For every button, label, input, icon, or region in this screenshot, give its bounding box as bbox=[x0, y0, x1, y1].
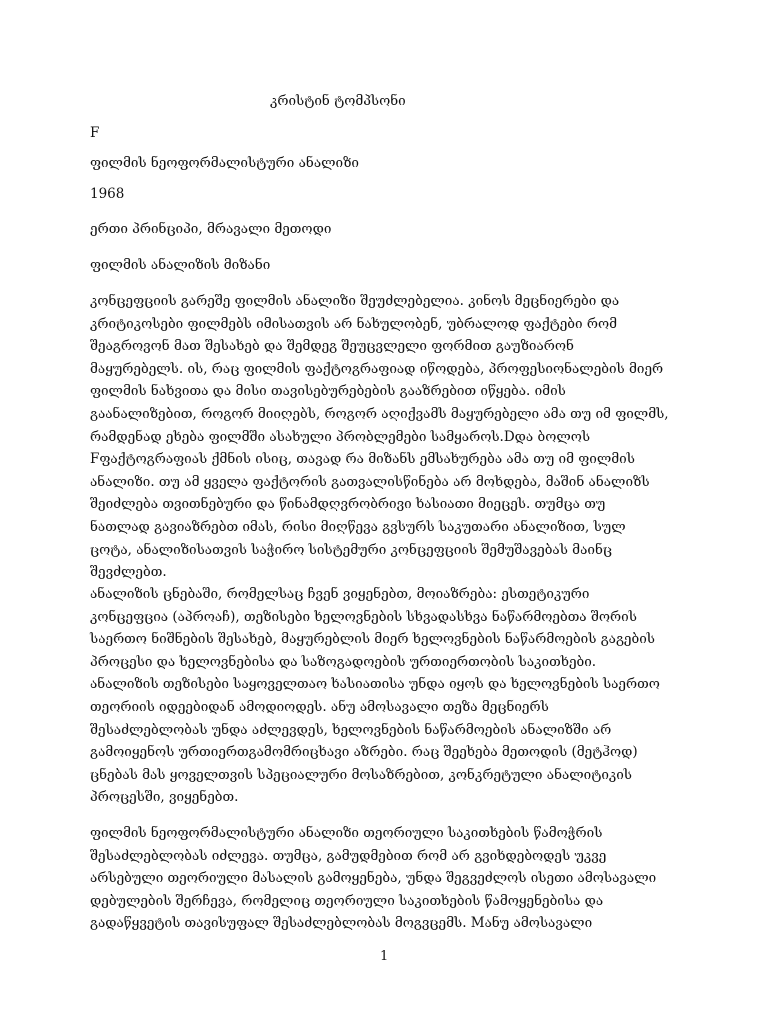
paragraph-line: პროცესი და ხელოვნებისა და საზოგადოების ურთიერთობის საკითხები. bbox=[90, 653, 597, 670]
paragraph-line: ანალიზი. თუ ამ ყველა ფაქტორის გათვალისწინება არ მოხდება, მაშინ ანალიზს bbox=[90, 473, 650, 490]
stray-letter: F bbox=[90, 125, 100, 141]
paragraph-line: შესაძლებლობას იძლევა. თუმცა, გამუდმებით რომ არ გვიხდებოდეს უკვე bbox=[90, 847, 607, 864]
paragraph-line: რამდენად ეხება ფილმში ასახული პრობლემები სამყაროს.Dდა ბოლოს bbox=[90, 428, 591, 445]
paragraph-line: ანალიზის ცნებაში, რომელსაც ჩვენ ვიყენებთ, მოიაზრება: ესთეტიკური bbox=[90, 586, 590, 602]
paragraph-line: კრიტიკოსები ფილმებს იმისათვის არ ნახულობენ, უბრალოდ ფაქტები რომ bbox=[90, 315, 617, 332]
paragraph-3 bbox=[90, 822, 690, 935]
paragraph-line: ცოტა, ანალიზისათვის საჭირო სისტემური კონცეფციის შემუშავებას მაინც bbox=[90, 541, 612, 558]
publication-year: 1968 bbox=[90, 186, 125, 202]
section-heading: ფილმის ანალიზის მიზანი bbox=[90, 257, 271, 273]
paragraph-line: Fფაქტოგრაფიას ქმნის ისიც, თავად რა მიზანს ემსახურება ამა თუ იმ ფილმის bbox=[90, 451, 635, 468]
paragraph-line: ანალიზის თეზისები საყოველთაო ხასიათისა უნდა იყოს და ხელოვნების საერთო bbox=[90, 676, 660, 693]
paragraph-line: საერთო ნიშნების შესახებ, მაყურებლის მიერ ხელოვნების ნაწარმოების გაგების bbox=[90, 631, 655, 648]
paragraph-line: შეაგროვონ მათ შესახებ და შემდეგ შეუცვლელი ფორმით გაუზიარონ bbox=[90, 338, 574, 355]
document-subtitle: ერთი პრინციპი, მრავალი მეთოდი bbox=[90, 221, 332, 237]
paragraph-line: არსებული თეორიული მასალის გამოყენება, უნდა შეგვეძლოს ისეთი ამოსავალი bbox=[90, 870, 657, 887]
author-name: კრისტინ ტომპსონი bbox=[270, 93, 406, 109]
paragraph-line: გადაწყვეტის თავისუფალ შესაძლებლობას მოგვცემს. Mანუ ამოსავალი bbox=[90, 915, 593, 932]
paragraph-line: შესაძლებლობას უნდა აძლევდეს, ხელოვნების ნაწარმოების ანალიზში არ bbox=[90, 721, 612, 738]
paragraph-line: გამოიყენოს ურთიერთგამომრიცხავი აზრები. რაც შეეხება მეთოდის (მეტჰოდ) bbox=[90, 744, 638, 761]
paragraph-line: თეორიის იდეებიდან ამოდიოდეს. ანუ ამოსავალი თეზა მეცნიერს bbox=[90, 698, 549, 715]
paragraph-line: კონცეფცია (აპროაჩ), თეზისები ხელოვნების სხვადასხვა ნაწარმოებთა შორის bbox=[90, 608, 637, 625]
paragraph-line: ნათლად გავიაზრებთ იმას, რისი მიღწევა გვსურს საკუთარი ანალიზით, სულ bbox=[90, 518, 626, 535]
paragraph-line: პროცესში, ვიყენებთ. bbox=[90, 789, 239, 806]
paragraph-line: ცნებას მას ყოველთვის სპეციალური მოსაზრებით, კონკრეტული ანალიტიკის bbox=[90, 766, 632, 783]
paragraph-line: შევძლებთ. bbox=[90, 564, 167, 581]
paragraph-line: ფილმის ნახვითა და მისი თავისებურებების გააზრებით იწყება. იმის bbox=[90, 383, 566, 400]
page-number: 1 bbox=[380, 949, 389, 964]
paragraph-line: ფილმის ნეოფორმალისტური ანალიზი თეორიული საკითხების წამოჭრის bbox=[90, 825, 603, 841]
paragraph-line: დებულების შერჩევა, რომელიც თეორიული საკითხების წამოყენებისა და bbox=[90, 892, 604, 909]
paragraph-line: მაყურებელს. ის, რაც ფილმის ფაქტოგრაფიად იწოდება, პროფესიონალების მიერ bbox=[90, 360, 664, 377]
paragraph-line: შეიძლება თვითნებური და წინამდღვრობრივი ხასიათი მიეცეს. თუმცა თუ bbox=[90, 496, 606, 513]
paragraph-line: კონცეფციის გარეშე ფილმის ანალიზი შეუძლებელია. კინოს მეცნიერები და bbox=[90, 293, 620, 309]
paragraph-line: გაანალიზებით, როგორ მიიღებს, როგორ აღიქვამს მაყურებელი ამა თუ იმ ფილმს, bbox=[90, 405, 669, 422]
document-title: ფილმის ნეოფორმალისტური ანალიზი bbox=[90, 155, 359, 171]
paragraph-2 bbox=[90, 583, 690, 809]
paragraph-1 bbox=[90, 290, 690, 584]
